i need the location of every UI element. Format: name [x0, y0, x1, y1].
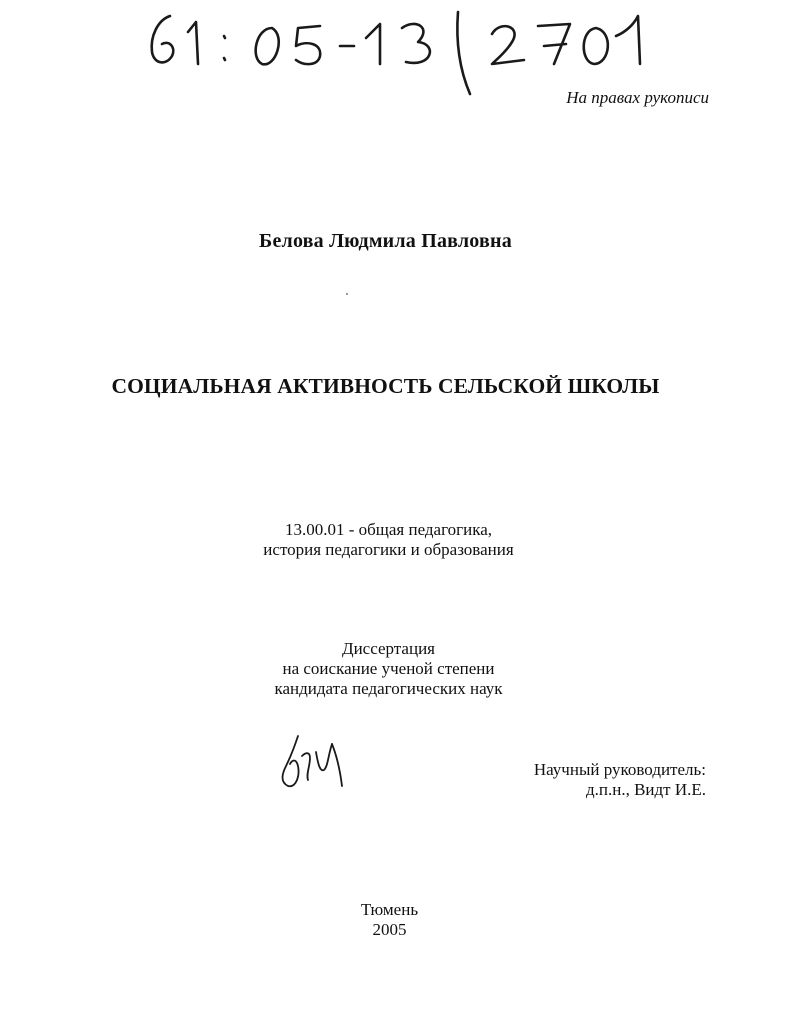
supervisor-label: Научный руководитель: — [533, 760, 706, 779]
supervisor-name: д.п.н., Видт И.Е. — [585, 780, 706, 799]
thesis-title: СОЦИАЛЬНАЯ АКТИВНОСТЬ СЕЛЬСКОЙ ШКОЛЫ — [111, 374, 660, 398]
specialty-block — [0, 520, 791, 560]
handwritten-number-text — [140, 2, 141, 3]
author-signature — [272, 730, 352, 792]
supervisor-block — [534, 760, 706, 800]
degree-level-line: кандидата педагогических наук — [274, 679, 503, 698]
year: 2005 — [372, 920, 407, 939]
scan-speck — [346, 293, 348, 295]
author-name: Белова Людмила Павловна — [259, 230, 512, 252]
place-year-block — [0, 900, 791, 940]
degree-block — [0, 639, 791, 699]
handwritten-catalog-number — [140, 2, 660, 97]
specialty-code-line: 13.00.01 - общая педагогика, — [284, 520, 493, 539]
degree-type-line: Диссертация — [341, 639, 435, 658]
degree-purpose-line: на соискание ученой степени — [282, 659, 495, 678]
manuscript-rights-note: На правах рукописи — [566, 88, 709, 107]
city: Тюмень — [360, 900, 419, 919]
specialty-description-line: история педагогики и образования — [263, 540, 514, 559]
